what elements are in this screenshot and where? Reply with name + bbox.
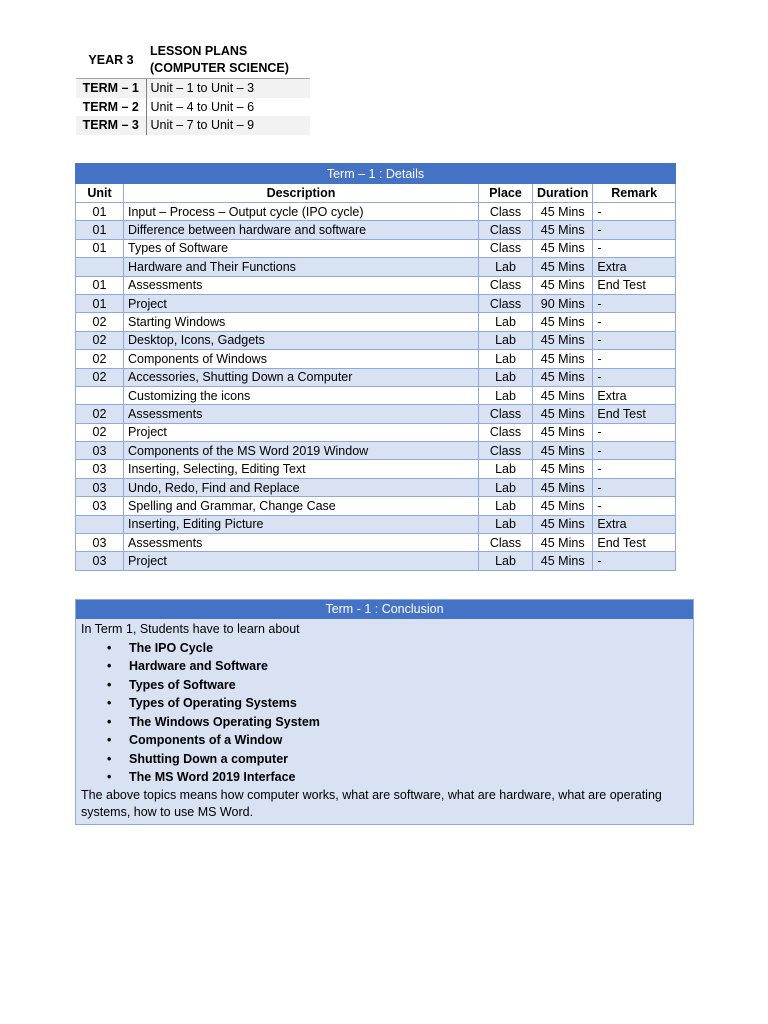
place-cell: Class	[479, 221, 533, 239]
duration-cell: 45 Mins	[533, 258, 593, 276]
place-cell: Lab	[479, 515, 533, 533]
duration-cell: 45 Mins	[533, 221, 593, 239]
place-cell: Lab	[479, 258, 533, 276]
remark-cell: -	[593, 313, 676, 331]
unit-cell: 03	[76, 460, 124, 478]
remark-cell: End Test	[593, 405, 676, 423]
unit-cell: 01	[76, 276, 124, 294]
table-row	[76, 497, 676, 515]
table-row	[76, 442, 676, 460]
description-cell: Undo, Redo, Find and Replace	[124, 478, 479, 496]
table-row	[76, 258, 676, 276]
description-cell: Accessories, Shutting Down a Computer	[124, 368, 479, 386]
description-cell: Types of Software	[124, 239, 479, 257]
unit-cell: 02	[76, 331, 124, 349]
duration-cell: 45 Mins	[533, 460, 593, 478]
duration-cell: 45 Mins	[533, 386, 593, 404]
duration-cell: 45 Mins	[533, 350, 593, 368]
table-row	[76, 478, 676, 496]
conclusion-body	[76, 619, 693, 824]
conclusion-intro: In Term 1, Students have to learn about	[81, 622, 300, 636]
column-header-place: Place	[479, 184, 533, 203]
list-item: • The Windows Operating System	[129, 713, 688, 732]
column-header-unit: Unit	[76, 184, 124, 203]
place-cell: Class	[479, 423, 533, 441]
remark-cell: -	[593, 497, 676, 515]
unit-cell: 02	[76, 350, 124, 368]
table-row	[76, 221, 676, 239]
duration-cell: 45 Mins	[533, 313, 593, 331]
table-row	[76, 460, 676, 478]
description-cell: Hardware and Their Functions	[124, 258, 479, 276]
description-cell: Assessments	[124, 534, 479, 552]
unit-cell: 01	[76, 294, 124, 312]
place-cell: Class	[479, 442, 533, 460]
unit-cell	[76, 258, 124, 276]
table-row	[76, 313, 676, 331]
place-cell: Class	[479, 534, 533, 552]
remark-cell: -	[593, 239, 676, 257]
place-cell: Lab	[479, 478, 533, 496]
list-item: • Components of a Window	[129, 731, 688, 750]
unit-cell: 02	[76, 313, 124, 331]
year-label: YEAR 3	[76, 42, 146, 79]
table-row	[76, 294, 676, 312]
lesson-plans-title	[146, 42, 310, 79]
description-cell: Customizing the icons	[124, 386, 479, 404]
duration-cell: 45 Mins	[533, 534, 593, 552]
conclusion-closing: The above topics means how computer works, what are software, what are hardware, what are operating systems, how to use MS Word.	[81, 787, 662, 819]
table-row	[76, 534, 676, 552]
place-cell: Lab	[479, 331, 533, 349]
table-row	[76, 276, 676, 294]
term-units: Unit – 4 to Unit – 6	[150, 99, 255, 114]
details-title: Term – 1 : Details	[76, 164, 676, 184]
unit-cell: 02	[76, 423, 124, 441]
place-cell: Lab	[479, 313, 533, 331]
duration-cell: 45 Mins	[533, 276, 593, 294]
unit-cell: 02	[76, 368, 124, 386]
unit-cell: 01	[76, 239, 124, 257]
lesson-plan-header	[76, 42, 310, 135]
unit-cell: 02	[76, 405, 124, 423]
remark-cell: -	[593, 460, 676, 478]
description-cell: Project	[124, 423, 479, 441]
table-row	[76, 239, 676, 257]
place-cell: Class	[479, 276, 533, 294]
description-cell: Input – Process – Output cycle (IPO cycle)	[124, 203, 479, 221]
duration-cell: 45 Mins	[533, 405, 593, 423]
unit-cell: 03	[76, 497, 124, 515]
remark-cell: -	[593, 552, 676, 570]
list-item: • Shutting Down a computer	[129, 750, 688, 769]
remark-cell: -	[593, 368, 676, 386]
remark-cell: -	[593, 294, 676, 312]
description-cell: Project	[124, 552, 479, 570]
column-header-remark: Remark	[593, 184, 676, 203]
title-line-2: (COMPUTER SCIENCE)	[150, 61, 289, 75]
place-cell: Class	[479, 294, 533, 312]
place-cell: Lab	[479, 497, 533, 515]
term-details-table	[75, 163, 676, 571]
remark-cell: Extra	[593, 386, 676, 404]
description-cell: Assessments	[124, 405, 479, 423]
list-item: • Hardware and Software	[129, 657, 688, 676]
remark-cell: -	[593, 203, 676, 221]
unit-cell: 03	[76, 552, 124, 570]
details-body	[76, 203, 676, 571]
list-item: • Types of Operating Systems	[129, 694, 688, 713]
description-cell: Starting Windows	[124, 313, 479, 331]
unit-cell	[76, 515, 124, 533]
table-row	[76, 368, 676, 386]
table-row	[76, 203, 676, 221]
table-row	[76, 515, 676, 533]
place-cell: Lab	[479, 368, 533, 386]
place-cell: Lab	[479, 386, 533, 404]
description-cell: Spelling and Grammar, Change Case	[124, 497, 479, 515]
details-header-row	[76, 184, 676, 203]
description-cell: Inserting, Selecting, Editing Text	[124, 460, 479, 478]
remark-cell: End Test	[593, 276, 676, 294]
description-cell: Assessments	[124, 276, 479, 294]
column-header-duration: Duration	[533, 184, 593, 203]
duration-cell: 90 Mins	[533, 294, 593, 312]
title-line-1: LESSON PLANS	[150, 44, 248, 58]
remark-cell: Extra	[593, 258, 676, 276]
place-cell: Class	[479, 405, 533, 423]
description-cell: Components of the MS Word 2019 Window	[124, 442, 479, 460]
list-item: • The MS Word 2019 Interface	[129, 768, 688, 787]
list-item: • Types of Software	[129, 676, 688, 695]
table-row	[76, 552, 676, 570]
term-row	[76, 116, 310, 135]
table-row	[76, 350, 676, 368]
place-cell: Lab	[479, 460, 533, 478]
unit-cell: 03	[76, 442, 124, 460]
place-cell: Class	[479, 203, 533, 221]
unit-cell: 03	[76, 534, 124, 552]
term-label: TERM – 1	[76, 79, 146, 98]
term-row	[76, 79, 310, 98]
description-cell: Difference between hardware and software	[124, 221, 479, 239]
header-title-row	[76, 42, 310, 79]
unit-cell: 01	[76, 221, 124, 239]
remark-cell: -	[593, 350, 676, 368]
unit-cell: 01	[76, 203, 124, 221]
term-units: Unit – 1 to Unit – 3	[146, 79, 310, 98]
duration-cell: 45 Mins	[533, 239, 593, 257]
remark-cell: -	[593, 442, 676, 460]
remark-cell: End Test	[593, 534, 676, 552]
remark-cell: -	[593, 221, 676, 239]
duration-cell: 45 Mins	[533, 331, 593, 349]
topic-list	[81, 639, 688, 787]
term-units: Unit – 7 to Unit – 9	[146, 116, 310, 135]
remark-cell: -	[593, 478, 676, 496]
term-conclusion-box	[75, 599, 694, 825]
unit-cell: 03	[76, 478, 124, 496]
duration-cell: 45 Mins	[533, 552, 593, 570]
remark-cell: -	[593, 331, 676, 349]
table-row	[76, 331, 676, 349]
description-cell: Inserting, Editing Picture	[124, 515, 479, 533]
term-row	[76, 98, 310, 117]
duration-cell: 45 Mins	[533, 515, 593, 533]
place-cell: Lab	[479, 552, 533, 570]
remark-cell: -	[593, 423, 676, 441]
duration-cell: 45 Mins	[533, 442, 593, 460]
table-row	[76, 423, 676, 441]
column-header-description: Description	[124, 184, 479, 203]
conclusion-title: Term - 1 : Conclusion	[76, 600, 693, 619]
table-row	[76, 405, 676, 423]
details-title-row	[76, 164, 676, 184]
duration-cell: 45 Mins	[533, 423, 593, 441]
list-item: • The IPO Cycle	[129, 639, 688, 658]
description-cell: Desktop, Icons, Gadgets	[124, 331, 479, 349]
term-label: TERM – 2	[76, 98, 146, 117]
duration-cell: 45 Mins	[533, 478, 593, 496]
table-row	[76, 386, 676, 404]
place-cell: Lab	[479, 350, 533, 368]
duration-cell: 45 Mins	[533, 368, 593, 386]
place-cell: Class	[479, 239, 533, 257]
description-cell: Project	[124, 294, 479, 312]
duration-cell: 45 Mins	[533, 203, 593, 221]
description-cell: Components of Windows	[124, 350, 479, 368]
unit-cell	[76, 386, 124, 404]
remark-cell: Extra	[593, 515, 676, 533]
term-label: TERM – 3	[76, 116, 146, 135]
duration-cell: 45 Mins	[533, 497, 593, 515]
